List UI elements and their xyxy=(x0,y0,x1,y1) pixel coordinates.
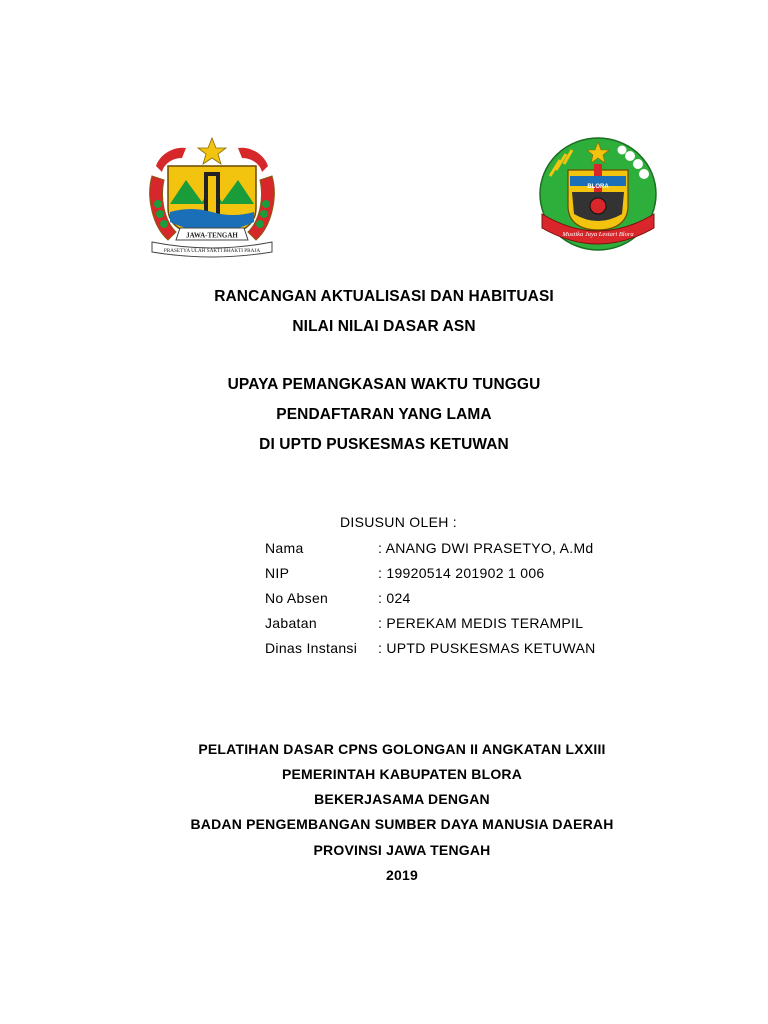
author-label: Nama xyxy=(265,540,304,556)
footer-line: PROVINSI JAWA TENGAH xyxy=(313,842,491,858)
jawa-tengah-emblem-icon xyxy=(146,136,278,262)
footer-line: BADAN PENGEMBANGAN SUMBER DAYA MANUSIA DAERAH xyxy=(190,816,614,832)
footer-line: PELATIHAN DASAR CPNS GOLONGAN II ANGKATAN LXXIII xyxy=(198,741,606,757)
author-label: NIP xyxy=(265,565,290,581)
author-value: : ANANG DWI PRASETYO, A.Md xyxy=(378,540,594,556)
title-line-1: RANCANGAN AKTUALISASI DAN HABITUASI xyxy=(214,288,554,305)
jawa-tengah-logo xyxy=(146,136,278,262)
author-heading: DISUSUN OLEH : xyxy=(340,514,457,530)
subtitle-line-1: UPAYA PEMANGKASAN WAKTU TUNGGU xyxy=(227,376,541,393)
svg-text:Mustika Jaya Lestari Blora: Mustika Jaya Lestari Blora xyxy=(562,231,634,238)
footer-line: 2019 xyxy=(386,867,418,883)
author-value: : 024 xyxy=(378,590,411,606)
author-label: Dinas Instansi xyxy=(265,640,358,656)
author-label: Jabatan xyxy=(265,615,317,631)
blora-logo xyxy=(538,136,658,252)
footer-line: BEKERJASAMA DENGAN xyxy=(314,791,490,807)
blora-emblem-icon xyxy=(538,136,658,252)
footer-line: PEMERINTAH KABUPATEN BLORA xyxy=(281,766,523,782)
author-value: : UPTD PUSKESMAS KETUWAN xyxy=(378,640,596,656)
author-label: No Absen xyxy=(265,590,329,606)
svg-text:PRASETYA ULAH SAKTI BHAKTI PRA: PRASETYA ULAH SAKTI BHAKTI PRAJA xyxy=(163,248,261,254)
svg-text:BLORA: BLORA xyxy=(587,184,609,190)
subtitle-line-3: DI UPTD PUSKESMAS KETUWAN xyxy=(259,436,509,453)
author-value: : 19920514 201902 1 006 xyxy=(378,565,545,581)
svg-text:JAWA-TENGAH: JAWA-TENGAH xyxy=(186,231,238,240)
subtitle-line-2: PENDAFTARAN YANG LAMA xyxy=(276,406,492,423)
author-value: : PEREKAM MEDIS TERAMPIL xyxy=(378,615,584,631)
title-line-2: NILAI NILAI DASAR ASN xyxy=(292,318,476,335)
